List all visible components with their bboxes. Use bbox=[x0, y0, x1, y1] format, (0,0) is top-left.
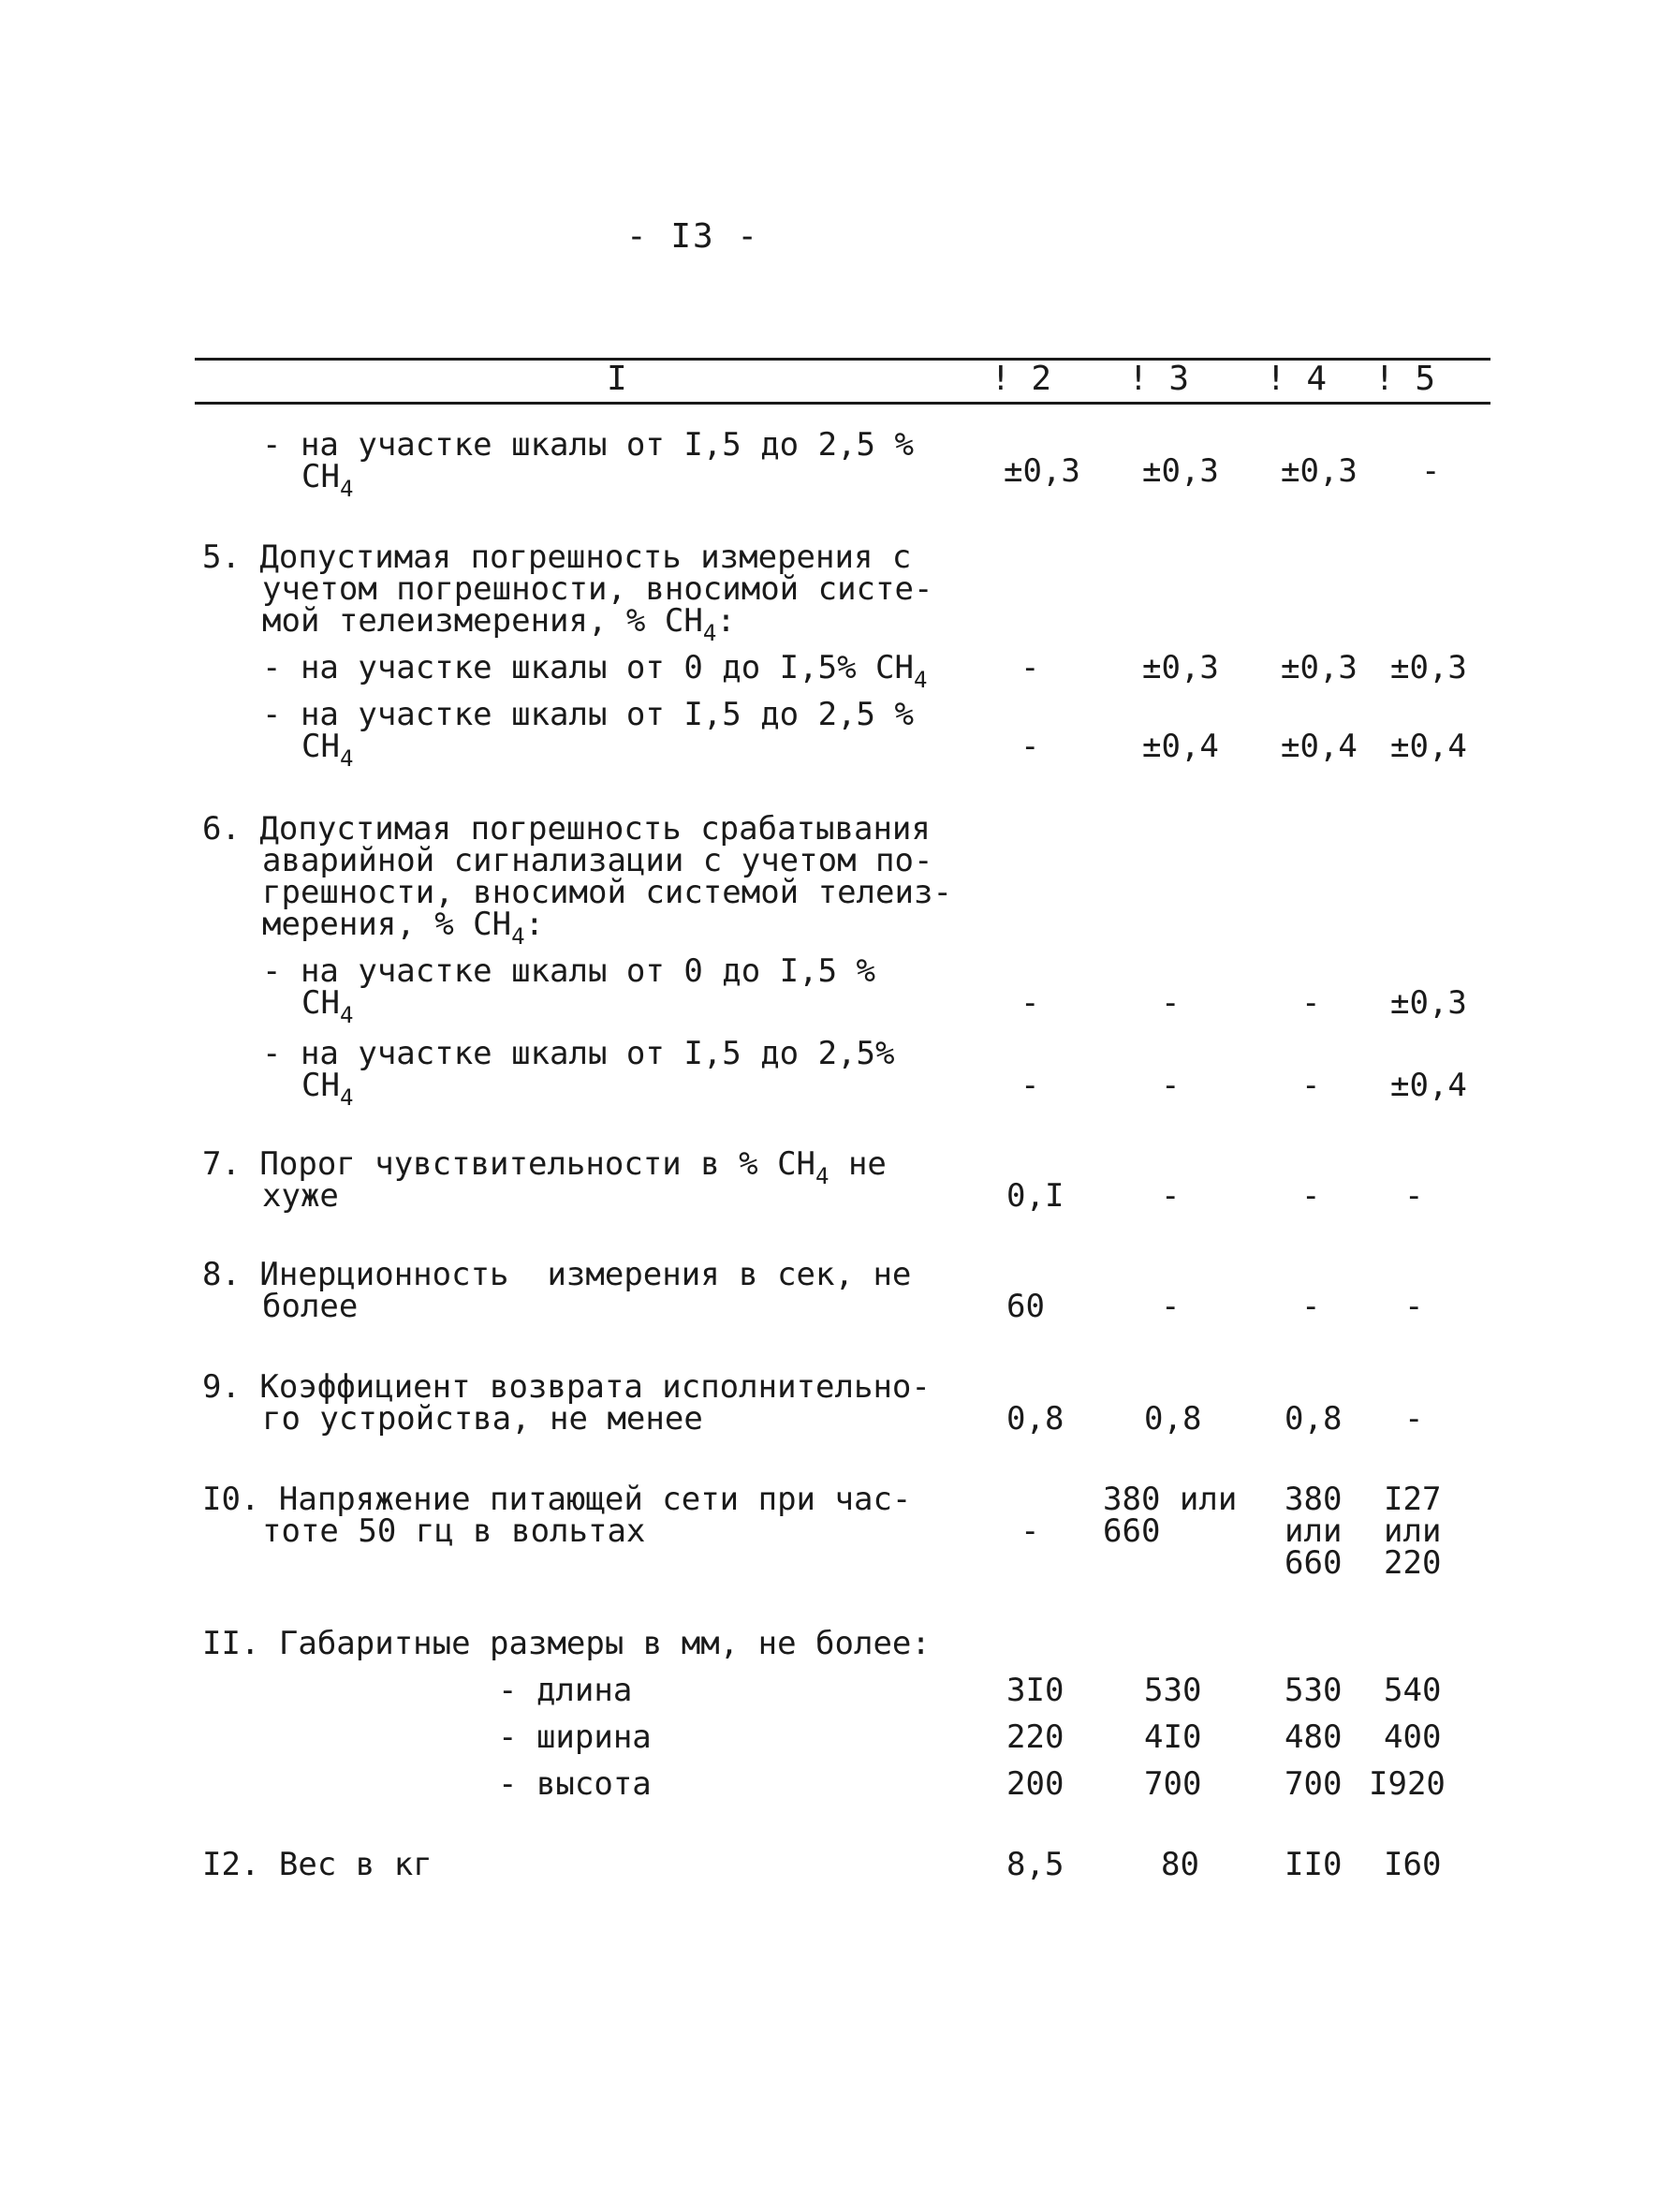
row-11-length-col-2: 3I0 bbox=[1006, 1672, 1064, 1709]
row-11-height-label: - высота bbox=[498, 1765, 652, 1803]
row-11-length-label: - длина bbox=[498, 1672, 633, 1709]
row-4b-col-2: ±0,3 bbox=[1004, 452, 1080, 490]
row-5b-text-1: - на участке шкалы от I,5 до 2,5 % bbox=[262, 696, 914, 733]
row-6a-col-4: - bbox=[1301, 984, 1321, 1022]
table-header-rule bbox=[195, 402, 1490, 405]
row-6b-col-4: - bbox=[1301, 1067, 1321, 1104]
row-10-col-5-line-1: I27 bbox=[1384, 1481, 1442, 1518]
row-6b-col-3: - bbox=[1161, 1067, 1181, 1104]
row-6b-text-1: - на участке шкалы от I,5 до 2,5% bbox=[262, 1035, 895, 1072]
row-7-col-3: - bbox=[1161, 1177, 1181, 1215]
item-8-line-2: более bbox=[262, 1288, 359, 1325]
row-5b-col-3: ±0,4 bbox=[1142, 728, 1219, 765]
row-6b-col-2: - bbox=[1020, 1067, 1040, 1104]
row-7-col-4: - bbox=[1301, 1177, 1321, 1215]
row-5b-text-2: $CH_4$ bbox=[301, 728, 354, 772]
row-4b-col-5: - bbox=[1421, 452, 1441, 490]
row-6a-col-3: - bbox=[1161, 984, 1181, 1022]
row-10-col-4-line-2: или bbox=[1285, 1512, 1343, 1550]
row-12-col-3: 80 bbox=[1161, 1846, 1199, 1883]
row-9-col-2: 0,8 bbox=[1006, 1400, 1064, 1438]
row-4b-text-2: $CH_4$ bbox=[301, 458, 354, 502]
item-5-line-3: мой телеизмерения, % $CH_4$: bbox=[262, 602, 736, 646]
item-12-line-1: I2. Вес в кг bbox=[202, 1846, 433, 1883]
row-11-width-col-2: 220 bbox=[1006, 1718, 1064, 1756]
item-5-line-1: 5. Допустимая погрешность измерения с bbox=[202, 538, 912, 576]
row-11-height-col-2: 200 bbox=[1006, 1765, 1064, 1803]
item-6-line-2: аварийной сигнализации с учетом по- bbox=[262, 842, 933, 879]
row-6a-text-2: $CH_4$ bbox=[301, 984, 354, 1028]
row-5b-col-4: ±0,4 bbox=[1281, 728, 1358, 765]
row-5a-col-5: ±0,3 bbox=[1390, 649, 1467, 686]
row-5a-col-4: ±0,3 bbox=[1281, 649, 1358, 686]
item-9-line-1: 9. Коэффициент возврата исполнительно- bbox=[202, 1368, 931, 1406]
row-11-width-label: - ширина bbox=[498, 1718, 652, 1756]
header-col-3: ! 3 bbox=[1128, 360, 1190, 398]
row-12-col-5: I60 bbox=[1384, 1846, 1442, 1883]
item-5-line-2: учетом погрешности, вносимой систе- bbox=[262, 570, 933, 608]
row-10-col-3-line-2: 660 bbox=[1103, 1512, 1161, 1550]
item-6-line-4: мерения, % $CH_4$: bbox=[262, 906, 545, 950]
row-5a-text: - на участке шкалы от 0 до I,5% $CH_4$ bbox=[262, 649, 928, 693]
header-col-1: I bbox=[607, 360, 627, 398]
row-8-col-5: - bbox=[1404, 1288, 1424, 1325]
row-6a-col-5: ±0,3 bbox=[1390, 984, 1467, 1022]
row-12-col-4: II0 bbox=[1285, 1846, 1343, 1883]
row-10-col-5-line-3: 220 bbox=[1384, 1544, 1442, 1582]
item-7-line-2: хуже bbox=[262, 1177, 339, 1215]
row-11-length-col-5: 540 bbox=[1384, 1672, 1442, 1709]
row-5b-col-5: ±0,4 bbox=[1390, 728, 1467, 765]
row-10-col-4-line-3: 660 bbox=[1285, 1544, 1343, 1582]
row-11-height-col-3: 700 bbox=[1144, 1765, 1202, 1803]
row-10-col-3-line-1: 380 или bbox=[1103, 1481, 1238, 1518]
row-11-width-col-4: 480 bbox=[1285, 1718, 1343, 1756]
item-10-line-1: I0. Напряжение питающей сети при час- bbox=[202, 1481, 912, 1518]
row-5a-col-2: - bbox=[1020, 649, 1040, 686]
header-col-4: ! 4 bbox=[1266, 360, 1328, 398]
row-10-col-2: - bbox=[1020, 1512, 1040, 1550]
item-9-line-2: го устройства, не менее bbox=[262, 1400, 703, 1438]
item-11-line-1: II. Габаритные размеры в мм, не более: bbox=[202, 1625, 931, 1662]
row-8-col-4: - bbox=[1301, 1288, 1321, 1325]
row-6b-col-5: ±0,4 bbox=[1390, 1067, 1467, 1104]
item-6-line-3: грешности, вносимой системой телеиз- bbox=[262, 874, 952, 911]
page-number: - I3 - bbox=[625, 217, 760, 256]
row-4b-text-1: - на участке шкалы от I,5 до 2,5 % bbox=[262, 426, 914, 464]
row-12-col-2: 8,5 bbox=[1006, 1846, 1064, 1883]
row-11-height-col-5: I920 bbox=[1369, 1765, 1446, 1803]
row-6a-text-1: - на участке шкалы от 0 до I,5 % bbox=[262, 952, 876, 990]
item-6-line-1: 6. Допустимая погрешность срабатывания bbox=[202, 810, 931, 848]
row-11-width-col-5: 400 bbox=[1384, 1718, 1442, 1756]
header-col-2: ! 2 bbox=[991, 360, 1052, 398]
item-10-line-2: тоте 50 гц в вольтах bbox=[262, 1512, 646, 1550]
row-4b-col-4: ±0,3 bbox=[1281, 452, 1358, 490]
row-10-col-5-line-2: или bbox=[1384, 1512, 1442, 1550]
row-9-col-5: - bbox=[1404, 1400, 1424, 1438]
row-9-col-3: 0,8 bbox=[1144, 1400, 1202, 1438]
row-5a-col-3: ±0,3 bbox=[1142, 649, 1219, 686]
header-col-5: ! 5 bbox=[1374, 360, 1436, 398]
row-10-col-4-line-1: 380 bbox=[1285, 1481, 1343, 1518]
row-11-width-col-3: 4I0 bbox=[1144, 1718, 1202, 1756]
item-8-line-1: 8. Инерционность измерения в сек, не bbox=[202, 1256, 912, 1293]
row-11-length-col-3: 530 bbox=[1144, 1672, 1202, 1709]
row-5b-col-2: - bbox=[1020, 728, 1040, 765]
row-9-col-4: 0,8 bbox=[1285, 1400, 1343, 1438]
row-7-col-5: - bbox=[1404, 1177, 1424, 1215]
row-7-col-2: 0,I bbox=[1006, 1177, 1064, 1215]
row-8-col-2: 60 bbox=[1006, 1288, 1045, 1325]
row-11-length-col-4: 530 bbox=[1285, 1672, 1343, 1709]
row-6b-text-2: $CH_4$ bbox=[301, 1067, 354, 1111]
row-11-height-col-4: 700 bbox=[1285, 1765, 1343, 1803]
row-6a-col-2: - bbox=[1020, 984, 1040, 1022]
row-4b-col-3: ±0,3 bbox=[1142, 452, 1219, 490]
row-8-col-3: - bbox=[1161, 1288, 1181, 1325]
item-7-line-1: 7. Порог чувствительности в % $CH_4$ не bbox=[202, 1145, 887, 1189]
